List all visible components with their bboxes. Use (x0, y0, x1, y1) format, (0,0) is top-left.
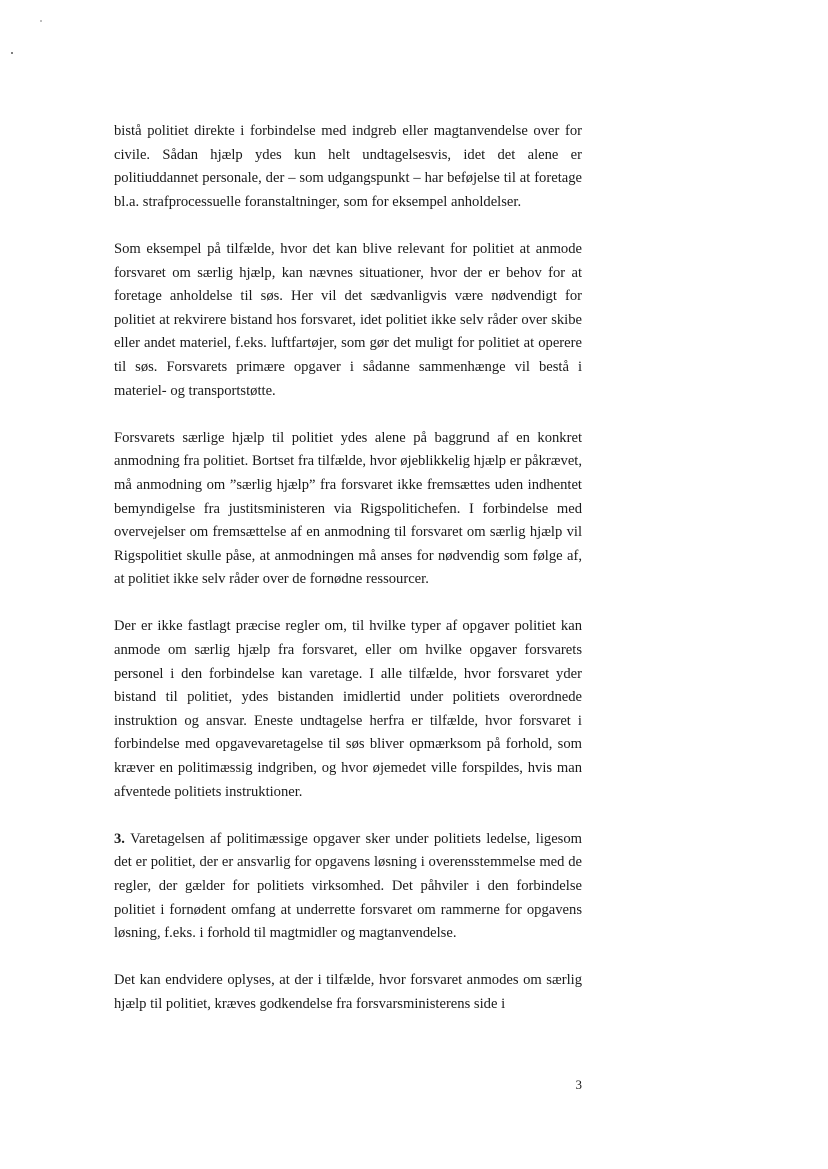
paragraph-text: Det kan endvidere oplyses, at der i tilfælde, hvor forsvaret anmodes om særlig hjælp til politiet, kræves godkendelse fra forsvarsministerens side i (114, 972, 582, 1012)
paragraph-text: Der er ikke fastlagt præcise regler om, til hvilke typer af opgaver politiet kan anmode om særlig hjælp fra forsvaret, eller om hvilke opgaver forsvarets personel i den forbindelse kan varetage. I alle tilfælde, hvor forsvaret yder bistand til politiet, ydes bistanden imidlertid under politiets overordnede instruktion og ansvar. Eneste undtagelse herfra er tilfælde, hvor forsvaret i forbindelse med opgavevaretagelse til søs bliver opmærksom på forhold, som kræver en politimæssig indgriben, og hvor øjemedet ville forspildes, hvis man afventede politiets instruktioner. (114, 618, 582, 800)
scan-speck (11, 52, 13, 54)
paragraph-3 (114, 427, 582, 592)
scan-speck (40, 20, 42, 22)
paragraph-6 (114, 969, 582, 1016)
section-number: 3. (114, 830, 125, 847)
document-body (114, 120, 582, 1040)
paragraph-2 (114, 238, 582, 403)
paragraph-text: Som eksempel på tilfælde, hvor det kan blive relevant for politiet at anmode forsvaret om særlig hjælp, kan nævnes situationer, hvor der er behov for at foretage anholdelse til søs. Her vil det sædvanligvis være nødvendigt for politiet at rekvirere bistand hos forsvaret, idet politiet ikke selv råder over skibe eller andet materiel, f.eks. luftfartøjer, som gør det muligt for politiet at operere til søs. Forsvarets primære opgaver i sådanne sammenhænge vil bestå i materiel- og transportstøtte. (114, 240, 582, 399)
paragraph-text: Varetagelsen af politimæssige opgaver sker under politiets ledelse, ligesom det er politiet, der er ansvarlig for opgavens løsning i overensstemmelse med de regler, der gælder for politiets virksomhed. Det påhviler i den forbindelse politiet i fornødent omfang at underrette forsvaret om rammerne for opgavens løsning, f.eks. i forhold til magtmidler og magtanvendelse. (114, 830, 583, 942)
paragraph-5 (114, 828, 582, 946)
paragraph-text: Forsvarets særlige hjælp til politiet ydes alene på baggrund af en konkret anmodning fra politiet. Bortset fra tilfælde, hvor øjeblikkelig hjælp er påkrævet, må anmodning om ”særlig hjælp” fra forsvaret ikke fremsættes uden indhentet bemyndigelse fra justitsministeren via Rigspolitichefen. I forbindelse med overvejelser om fremsættelse af en anmodning til forsvaret om særlig hjælp vil Rigspolitiet skulle påse, at anmodningen må anses for nødvendig som følge af, at politiet ikke selv råder over de fornødne ressourcer. (114, 429, 582, 588)
paragraph-text: bistå politiet direkte i forbindelse med indgreb eller magtanvendelse over for civile. Sådan hjælp ydes kun helt undtagelsesvis, idet det alene er politiuddannet personale, der – som udgangspunkt – har beføjelse til at foretage bl.a. strafprocessuelle foranstaltninger, som for eksempel anholdelser. (114, 123, 582, 210)
paragraph-1 (114, 120, 582, 214)
paragraph-4 (114, 615, 582, 804)
page-number: 3 (575, 1077, 582, 1092)
